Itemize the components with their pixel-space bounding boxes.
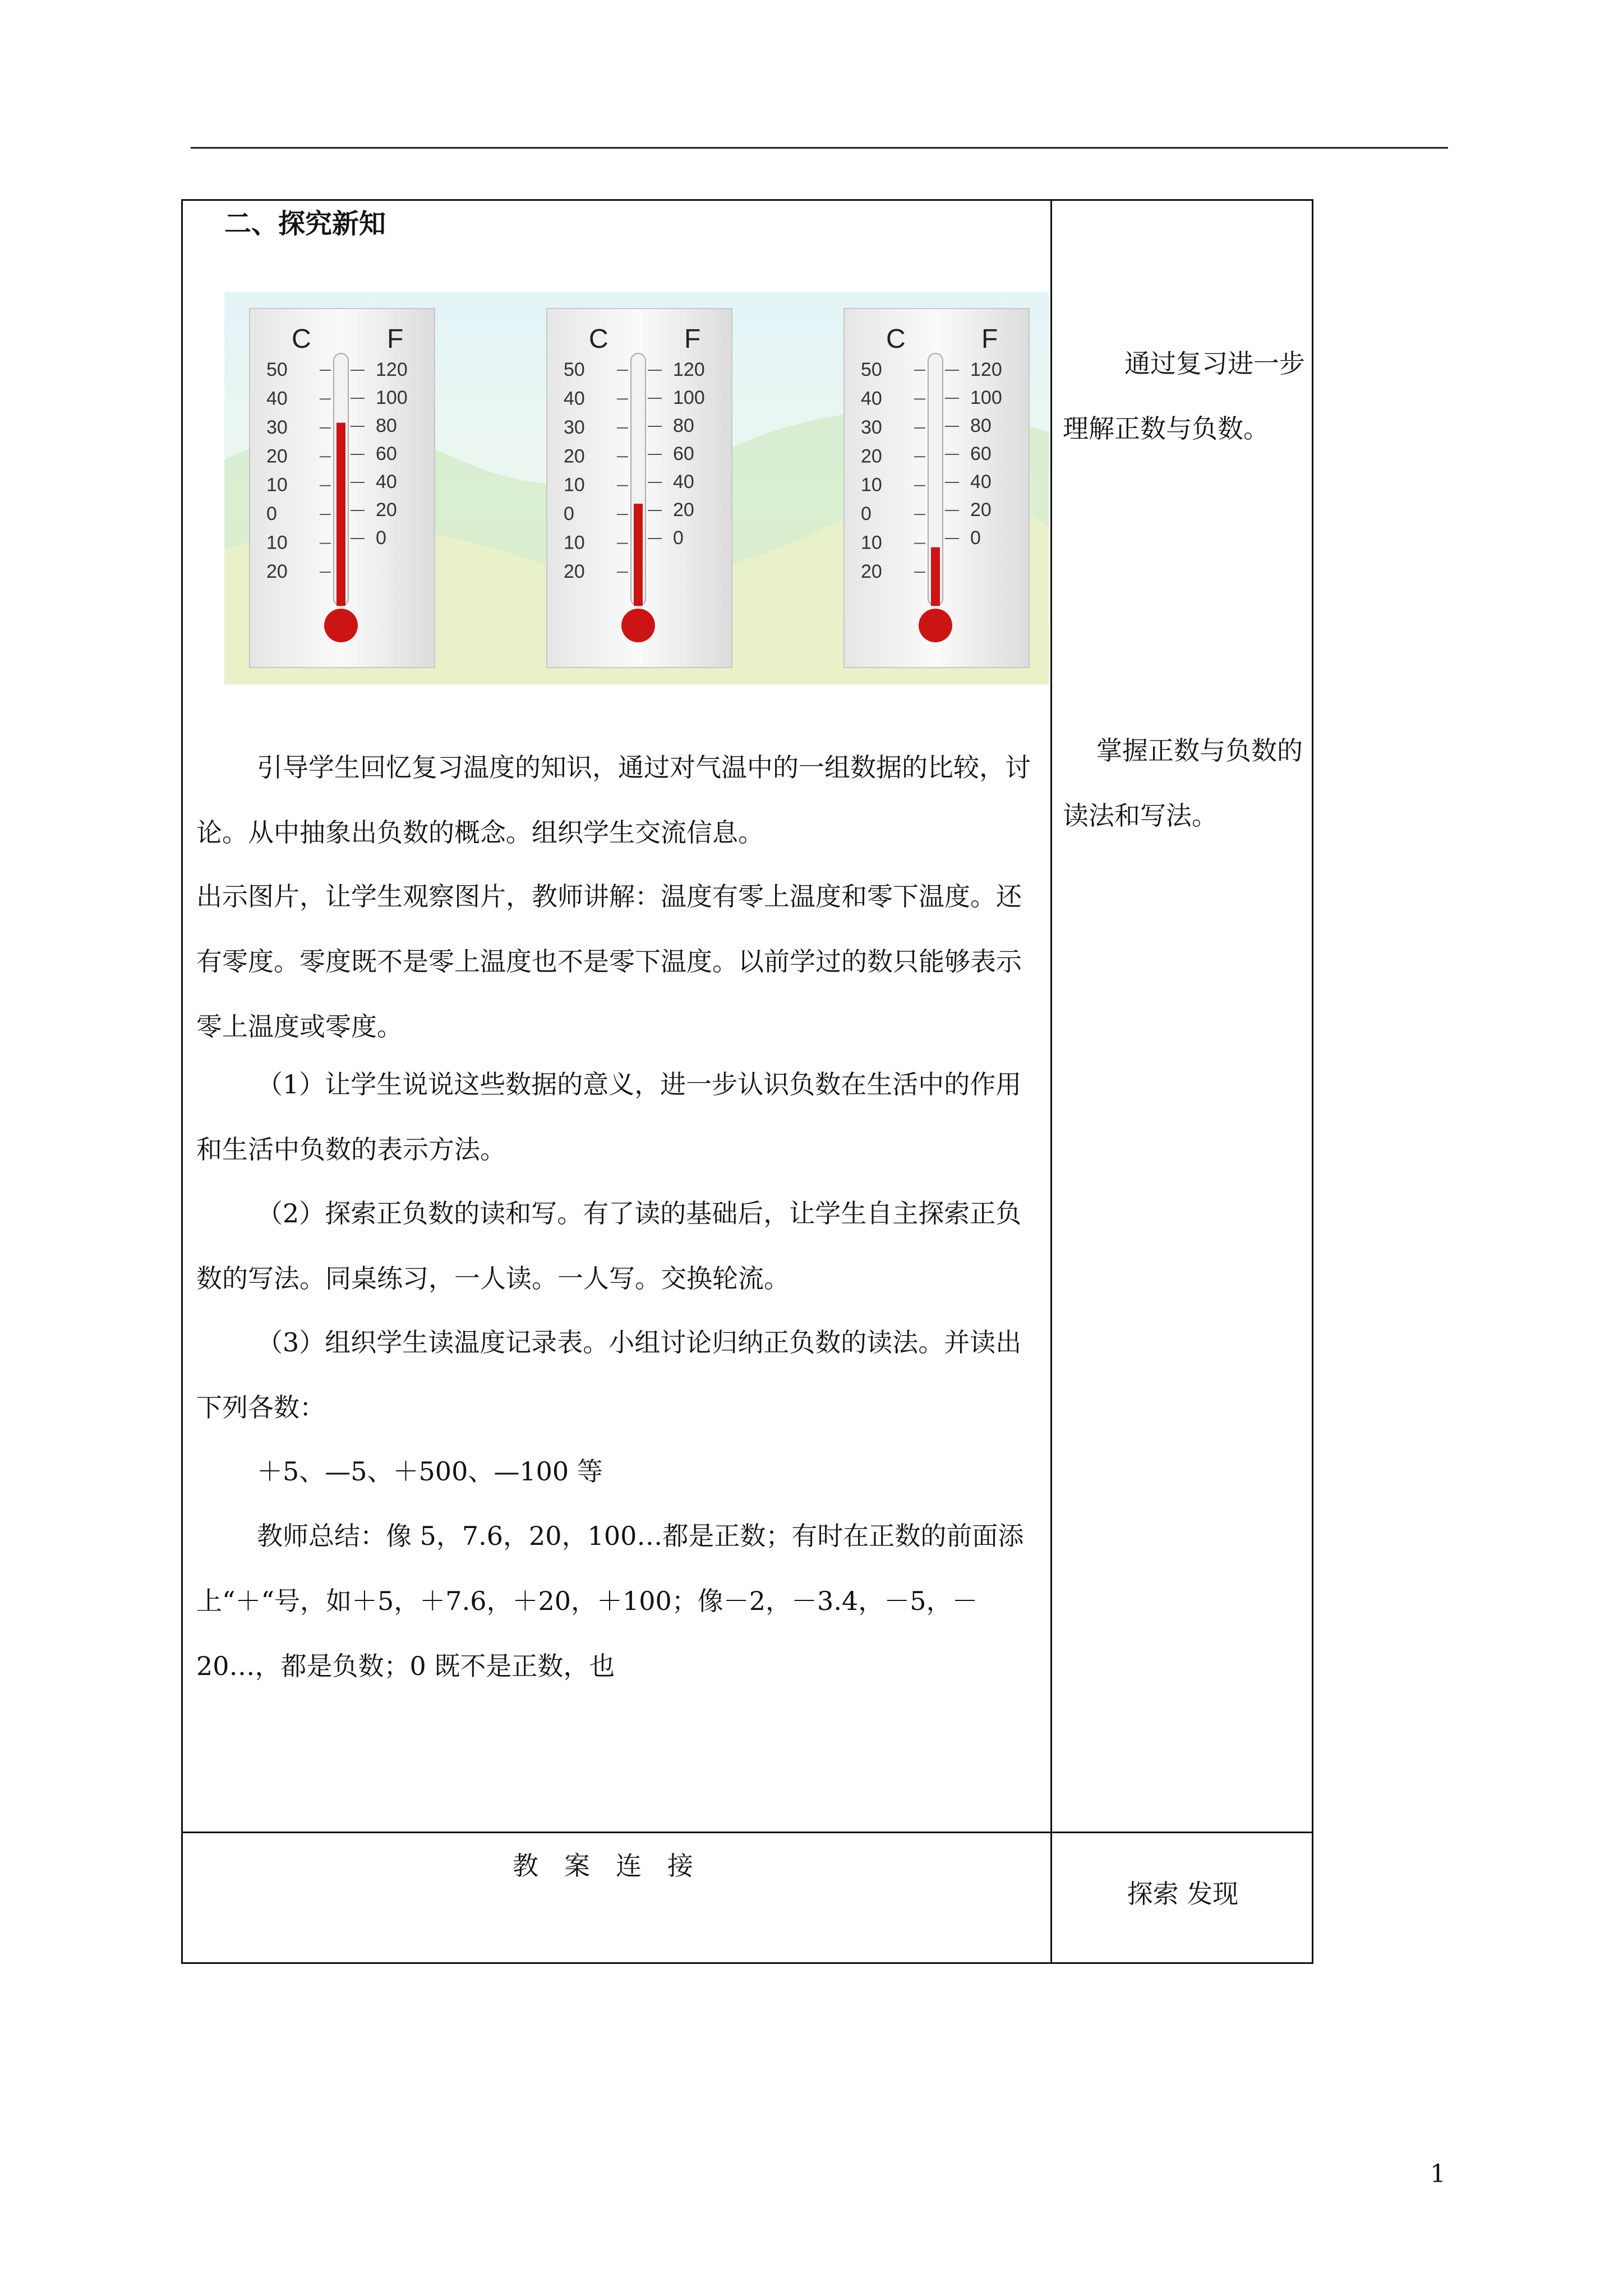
celsius-tick-label: 40: [564, 388, 585, 409]
footer-lesson-link: 教案连接: [513, 1851, 719, 1881]
fahrenheit-tick-label: 20: [673, 499, 694, 521]
celsius-tick-label: 30: [266, 416, 288, 438]
mercury-column: [634, 504, 643, 606]
mercury-column: [336, 423, 345, 606]
celsius-tick-label: 10: [564, 474, 585, 496]
thermometers-figure: [224, 292, 1049, 684]
celsius-tick-label: 30: [861, 416, 882, 438]
celsius-label: C: [292, 324, 311, 354]
thermometer-1: [250, 309, 435, 668]
fahrenheit-tick-label: 20: [970, 499, 992, 521]
paragraph-review-temperature: 引导学生回忆复习温度的知识，通过对气温中的一组数据的比较，讨论。从中抽象出负数的概念。组织学生交流信息。: [196, 752, 1031, 848]
celsius-tick-label: 50: [564, 359, 585, 380]
fahrenheit-tick-label: 60: [376, 443, 397, 464]
fahrenheit-tick-label: 100: [376, 387, 408, 408]
fahrenheit-label: F: [981, 324, 998, 354]
side-note-reading-writing: 掌握正数与负数的读法和写法。: [1063, 735, 1303, 831]
paragraph-step-2: （2）探索正负数的读和写。有了读的基础后，让学生自主探索正负数的写法。同桌练习，一人读。一人写。交换轮流。: [196, 1198, 1022, 1294]
fahrenheit-tick-label: 0: [970, 527, 981, 549]
mercury-bulb: [324, 609, 358, 642]
celsius-tick-label: 50: [266, 359, 288, 380]
fahrenheit-tick-label: 80: [376, 415, 397, 436]
mercury-column: [931, 547, 940, 606]
fahrenheit-label: F: [684, 324, 701, 354]
celsius-label: C: [886, 324, 906, 354]
side-note-review: 通过复习进一步理解正数与负数。: [1063, 348, 1305, 444]
page-number: 1: [1430, 2160, 1446, 2188]
fahrenheit-tick-label: 100: [673, 387, 705, 408]
fahrenheit-tick-label: 80: [673, 415, 694, 436]
celsius-tick-label: 20: [564, 445, 585, 467]
paragraph-teacher-summary: 教师总结：像 5，7.6，20，100…都是正数；有时在正数的前面添上“＋“号，如＋5，＋7.6，＋20，＋100；像－2，－3.4，－5，－20…，都是负数；0 既不是正数，也: [196, 1521, 1024, 1681]
paragraph-step-3: （3）组织学生读温度记录表。小组讨论归纳正负数的读法。并读出下列各数：: [196, 1327, 1022, 1423]
fahrenheit-tick-label: 120: [673, 359, 705, 380]
header-rule: [191, 147, 1448, 149]
fahrenheit-tick-label: 0: [673, 527, 684, 549]
celsius-tick-label: 0: [564, 503, 574, 525]
celsius-tick-label: 50: [861, 359, 882, 380]
paragraph-step-1: （1）让学生说说这些数据的意义，进一步认识负数在生活中的作用和生活中负数的表示方法。: [196, 1069, 1022, 1165]
footer-explore-discover: 探索 发现: [1127, 1879, 1239, 1909]
celsius-tick-label: 10: [861, 474, 882, 496]
fahrenheit-tick-label: 40: [673, 471, 694, 493]
celsius-label: C: [589, 324, 608, 354]
celsius-tick-label: 30: [564, 416, 585, 438]
celsius-tick-label: 40: [861, 388, 882, 409]
celsius-tick-label: 20: [266, 561, 288, 582]
fahrenheit-tick-label: 80: [970, 415, 992, 436]
fahrenheit-tick-label: 40: [376, 471, 397, 493]
fahrenheit-tick-label: 120: [376, 359, 408, 380]
celsius-tick-label: 10: [564, 532, 585, 554]
celsius-tick-label: 0: [861, 503, 872, 525]
mercury-bulb: [919, 609, 952, 642]
celsius-tick-label: 20: [861, 561, 882, 582]
mercury-bulb: [621, 609, 655, 642]
fahrenheit-tick-label: 120: [970, 359, 1002, 380]
fahrenheit-label: F: [387, 324, 404, 354]
fahrenheit-tick-label: 40: [970, 471, 992, 493]
thermometer-2: [547, 309, 732, 668]
celsius-tick-label: 10: [266, 532, 288, 554]
paragraph-number-examples: ＋5、—5、＋500、—100 等: [257, 1456, 603, 1487]
fahrenheit-tick-label: 100: [970, 387, 1002, 408]
celsius-tick-label: 20: [861, 445, 882, 467]
celsius-tick-label: 40: [266, 388, 288, 409]
section-title: 二、探究新知: [224, 208, 386, 240]
table-column-divider: [1050, 199, 1052, 1964]
fahrenheit-tick-label: 20: [376, 499, 397, 521]
celsius-tick-label: 20: [266, 445, 288, 467]
paragraph-show-picture: 出示图片，让学生观察图片，教师讲解：温度有零上温度和零下温度。还有零度。零度既不是零上温度也不是零下温度。以前学过的数只能够表示零上温度或零度。: [196, 881, 1022, 1042]
celsius-tick-label: 10: [861, 532, 882, 554]
fahrenheit-tick-label: 60: [673, 443, 694, 464]
table-row-divider: [181, 1832, 1313, 1833]
fahrenheit-tick-label: 60: [970, 443, 992, 464]
thermometer-3: [844, 309, 1029, 668]
celsius-tick-label: 20: [564, 561, 585, 582]
celsius-tick-label: 10: [266, 474, 288, 496]
fahrenheit-tick-label: 0: [376, 527, 386, 549]
celsius-tick-label: 0: [266, 503, 277, 525]
